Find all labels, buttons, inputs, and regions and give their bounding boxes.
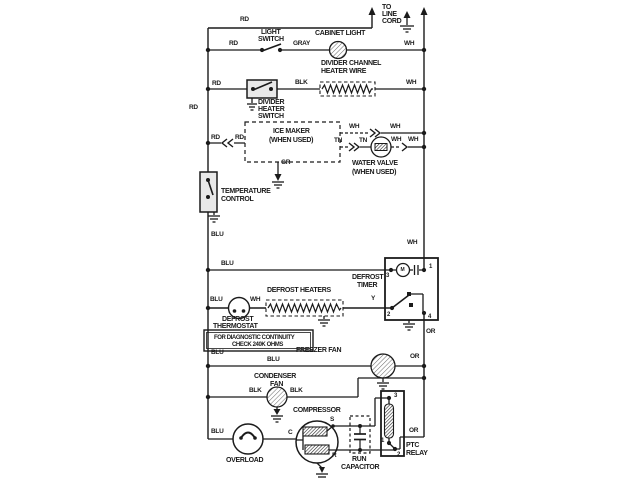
defrost-heaters-symbol: [266, 300, 343, 326]
freezer-fan-symbol: [208, 354, 424, 389]
wire-label-wh-ice-right: WH: [390, 123, 401, 130]
wire-label-c-common: C: [288, 429, 293, 436]
wire-label-tn-left: TN: [334, 137, 343, 144]
temperature-control-symbol: [200, 172, 220, 222]
compressor-symbol: [296, 421, 338, 477]
wire-label-blu-timer: BLU: [221, 260, 234, 267]
timer-terminal-1: 1: [429, 264, 433, 270]
wire-label-wh-thermostat: WH: [250, 296, 261, 303]
label-temperature-control-2: CONTROL: [221, 196, 254, 203]
label-water-valve-2: (WHEN USED): [352, 169, 397, 176]
label-run-capacitor-2: CAPACITOR: [341, 464, 380, 471]
wire-label-or-freezer: OR: [410, 353, 420, 360]
wire-label-rd-top: RD: [240, 16, 249, 23]
label-to-line-cord-2: LINE: [382, 11, 397, 18]
label-defrost-thermostat-2: THERMOSTAT: [213, 323, 258, 330]
label-overload: OVERLOAD: [226, 457, 264, 464]
ptc-terminal-2: 2: [397, 452, 401, 458]
wire-label-blu-freezer: BLU: [267, 356, 280, 363]
label-condenser-fan-2: FAN: [270, 381, 284, 388]
label-ice-maker-1: ICE MAKER: [273, 128, 310, 135]
wire-label-blk-condenser-left: BLK: [249, 387, 262, 394]
wire-label-rd-divider: RD: [212, 80, 221, 87]
wire-label-or-ptc: OR: [409, 427, 419, 434]
wire-label-blu-bus-lower: BLU: [211, 349, 224, 356]
wire-label-rd-ice-right: RD: [235, 134, 244, 141]
label-light-switch-1: LIGHT: [261, 29, 281, 36]
wire-label-gray: GRAY: [293, 40, 310, 47]
wire-label-blu-bus-upper: BLU: [211, 231, 224, 238]
wire-label-or-timer-bus: OR: [426, 328, 436, 335]
timer-terminal-2: 2: [387, 312, 391, 318]
label-to-line-cord-1: TO: [382, 4, 391, 11]
wire-label-rd-bus: RD: [189, 104, 198, 111]
label-light-switch-2: SWITCH: [258, 36, 284, 43]
wire-label-blk-condenser-right: BLK: [290, 387, 303, 394]
label-condenser-fan-1: CONDENSER: [254, 373, 297, 380]
label-to-line-cord-3: CORD: [382, 18, 402, 25]
divider-channel-heater-symbol: [320, 82, 375, 96]
label-freezer-fan: FREEZER FAN: [296, 347, 342, 354]
label-run-capacitor-1: RUN: [352, 456, 367, 463]
wire-label-wh-ice-left: WH: [349, 123, 360, 130]
wire-label-r-run: R: [332, 452, 337, 459]
wire-label-wh-divider: WH: [406, 79, 417, 86]
label-water-valve-1: WATER VALVE: [352, 160, 398, 167]
wire-label-tn-right: TN: [359, 137, 368, 144]
divider-heater-switch-symbol: [208, 80, 424, 110]
diagnostic-note-line2: CHECK 240K OHMS: [232, 342, 284, 348]
label-divider-switch-1: DIVIDER: [258, 99, 285, 106]
diagnostic-note-line1: FOR DIAGNOSTIC CONTINUITY: [214, 335, 295, 341]
ptc-terminal-1: 1: [381, 438, 385, 444]
run-capacitor-symbol: [350, 416, 370, 453]
timer-terminal-3: 3: [386, 273, 390, 279]
timer-terminal-4: 4: [428, 314, 432, 320]
wire-label-blu-thermostat: BLU: [210, 296, 223, 303]
wire-label-s-start: S: [330, 416, 335, 423]
wire-label-gr: GR: [281, 159, 291, 166]
wire-label-y-timer: Y: [371, 295, 376, 302]
label-defrost-timer-1: DEFROST: [352, 274, 384, 281]
line-cord-arrows: [369, 7, 428, 15]
ptc-terminal-3: 3: [394, 393, 398, 399]
label-compressor: COMPRESSOR: [293, 407, 341, 414]
label-divider-channel-2: HEATER WIRE: [321, 68, 367, 75]
label-ptc-relay-1: PTC: [406, 442, 420, 449]
wire-label-wh-timer-bus: WH: [407, 239, 418, 246]
light-switch-symbol: [208, 44, 424, 52]
wire-label-wh-valve-right: WH: [408, 136, 419, 143]
wire-label-wh-cabinet: WH: [404, 40, 415, 47]
label-defrost-thermostat-1: DEFROST: [222, 316, 254, 323]
label-ice-maker-2: (WHEN USED): [269, 137, 314, 144]
cabinet-light-symbol: [330, 42, 347, 59]
wire-label-wh-valve-left: WH: [391, 136, 402, 143]
label-defrost-timer-2: TIMER: [357, 282, 378, 289]
timer-motor-glyph: M: [400, 266, 405, 273]
label-temperature-control-1: TEMPERATURE: [221, 188, 271, 195]
line-cord-ground-symbol: [400, 11, 414, 32]
label-divider-switch-2: HEATER: [258, 106, 285, 113]
wire-label-rd-ice-left: RD: [211, 134, 220, 141]
label-defrost-heaters: DEFROST HEATERS: [267, 287, 331, 294]
wire-label-rd-light: RD: [229, 40, 238, 47]
label-cabinet-light: CABINET LIGHT: [315, 30, 366, 37]
wire-label-blk-divider: BLK: [295, 79, 308, 86]
wire-label-blu-compressor: BLU: [211, 428, 224, 435]
label-divider-switch-3: SWITCH: [258, 113, 284, 120]
label-divider-channel-1: DIVIDER CHANNEL: [321, 60, 382, 67]
label-ptc-relay-2: RELAY: [406, 450, 428, 457]
